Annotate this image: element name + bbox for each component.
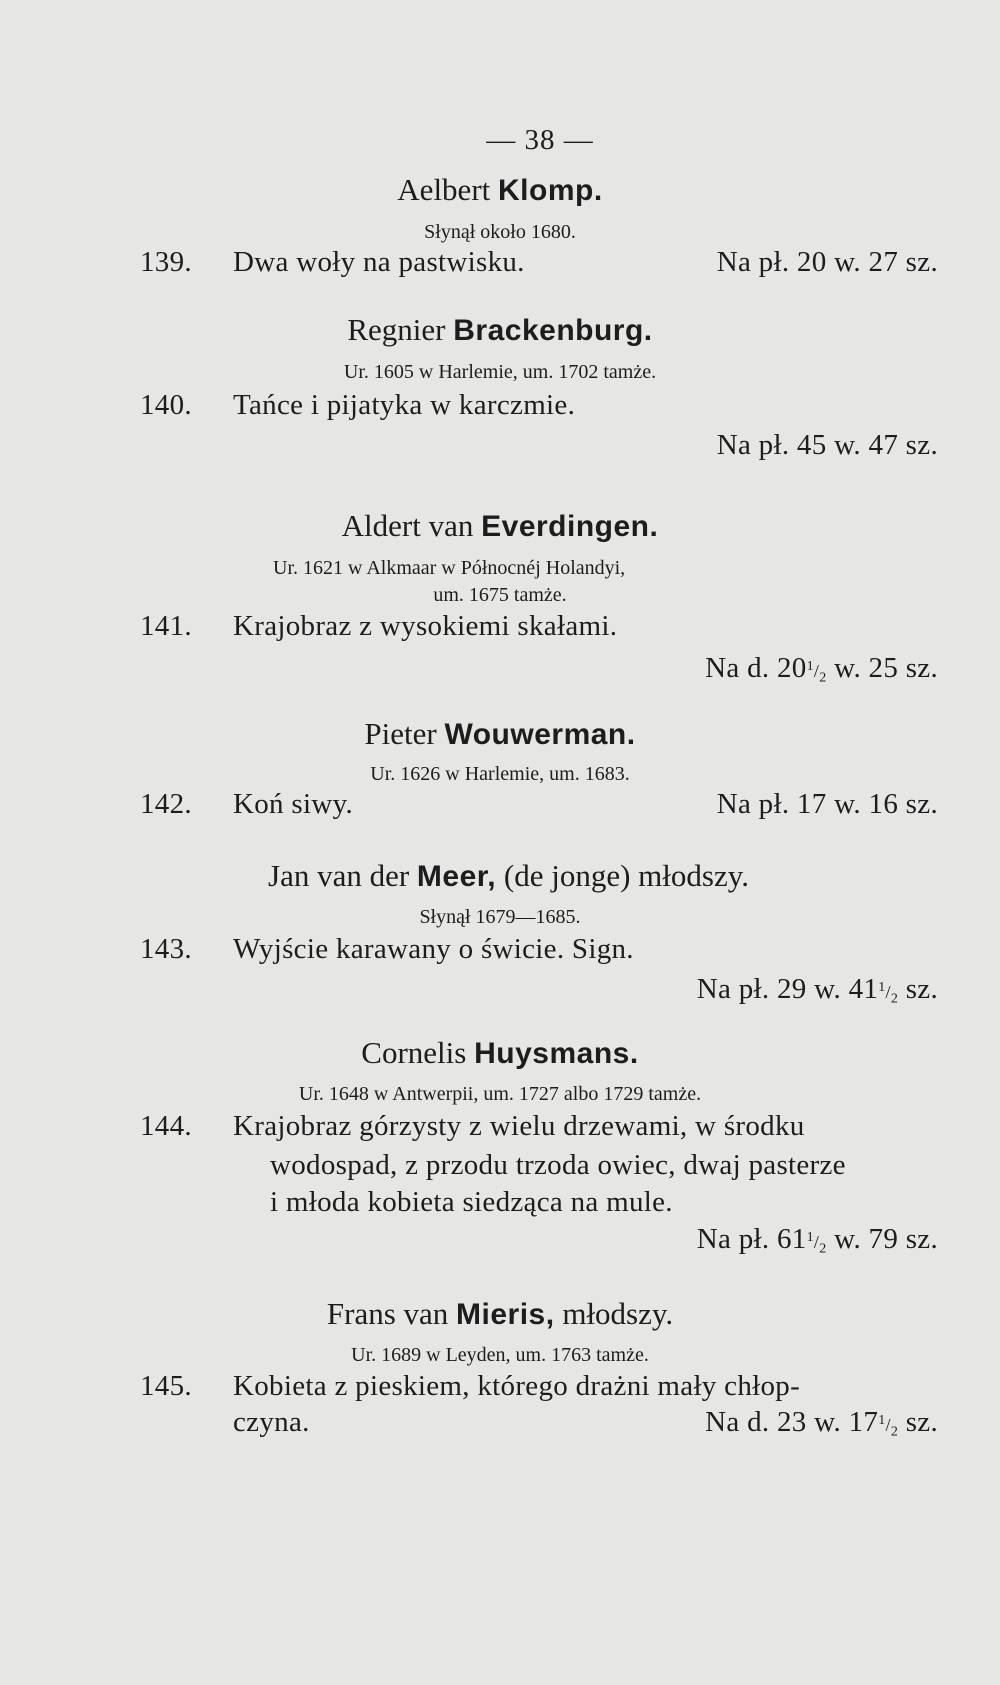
- entry-title-line2: wodospad, z przodu trzoda owiec, dwaj pasterze: [270, 1149, 846, 1181]
- entry-number: 139.: [140, 246, 192, 278]
- entry-title: Koń siwy.: [233, 788, 354, 820]
- artist-bio-everdingen: Ur. 1621 w Alkmaar w Północnéj Holandyi,: [273, 557, 626, 579]
- artist-bio-klomp: Słynął około 1680.: [424, 221, 576, 243]
- fraction-half: $^1/_2$: [806, 1230, 827, 1257]
- entry-price: Na pł. 20 w. 27 sz.: [716, 246, 938, 278]
- entry-title: Tańce i pijatyka w karczmie.: [233, 389, 576, 421]
- entry-price: Na d. $20^1/_2$ w. 25 sz.: [705, 652, 938, 686]
- entry-title: Dwa woły na pastwisku.: [233, 246, 525, 278]
- entry-number: 142.: [140, 788, 192, 820]
- entry-price: Na pł. 29 w. $41^1/_2$ sz.: [696, 973, 938, 1007]
- entry-title: Krajobraz górzysty z wielu drzewami, w środku: [233, 1110, 805, 1142]
- artist-bio-everdingen-line2: um. 1675 tamże.: [433, 584, 567, 606]
- artist-heading-wouwerman: Pieter Wouwerman.: [364, 716, 636, 751]
- entry-number: 140.: [140, 389, 192, 421]
- entry-price: Na pł. $61^1/_2$ w. 79 sz.: [696, 1223, 938, 1257]
- artist-heading-klomp: Aelbert Klomp.: [397, 172, 603, 207]
- page-number: — 38 —: [486, 124, 594, 156]
- entry-price: Na pł. 17 w. 16 sz.: [716, 788, 938, 820]
- entry-number: 143.: [140, 933, 192, 965]
- entry-price: Na pł. 45 w. 47 sz.: [716, 429, 938, 461]
- entry-title: Wyjście karawany o świcie. Sign.: [233, 933, 634, 965]
- entry-number: 145.: [140, 1370, 192, 1402]
- fraction-half: $^1/_2$: [878, 980, 899, 1007]
- artist-bio-mieris: Ur. 1689 w Leyden, um. 1763 tamże.: [351, 1344, 649, 1366]
- artist-bio-meer: Słynął 1679—1685.: [419, 906, 581, 928]
- entry-price: Na d. 23 w. $17^1/_2$ sz.: [705, 1406, 938, 1440]
- artist-heading-brackenburg: Regnier Brackenburg.: [347, 312, 653, 347]
- artist-heading-mieris: Frans van Mieris, młodszy.: [326, 1296, 674, 1331]
- entry-number: 144.: [140, 1110, 192, 1142]
- entry-title-line3: i młoda kobieta siedząca na mule.: [270, 1186, 673, 1218]
- artist-heading-huysmans: Cornelis Huysmans.: [361, 1035, 639, 1070]
- entry-title-line2: czyna.: [233, 1406, 310, 1438]
- entry-title: Kobieta z pieskiem, którego drażni mały chłop-: [233, 1370, 801, 1402]
- artist-bio-huysmans: Ur. 1648 w Antwerpii, um. 1727 albo 1729 tamże.: [298, 1083, 702, 1105]
- artist-bio-brackenburg: Ur. 1605 w Harlemie, um. 1702 tamże.: [343, 361, 657, 383]
- entry-title: Krajobraz z wysokiemi skałami.: [233, 610, 618, 642]
- artist-heading-everdingen: Aldert van Everdingen.: [341, 508, 659, 543]
- entry-number: 141.: [140, 610, 192, 642]
- artist-heading-meer: Jan van der Meer, (de jonge) młodszy.: [268, 858, 749, 893]
- artist-bio-wouwerman: Ur. 1626 w Harlemie, um. 1683.: [370, 763, 630, 785]
- fraction-half: $^1/_2$: [878, 1413, 899, 1440]
- fraction-half: $^1/_2$: [806, 659, 827, 686]
